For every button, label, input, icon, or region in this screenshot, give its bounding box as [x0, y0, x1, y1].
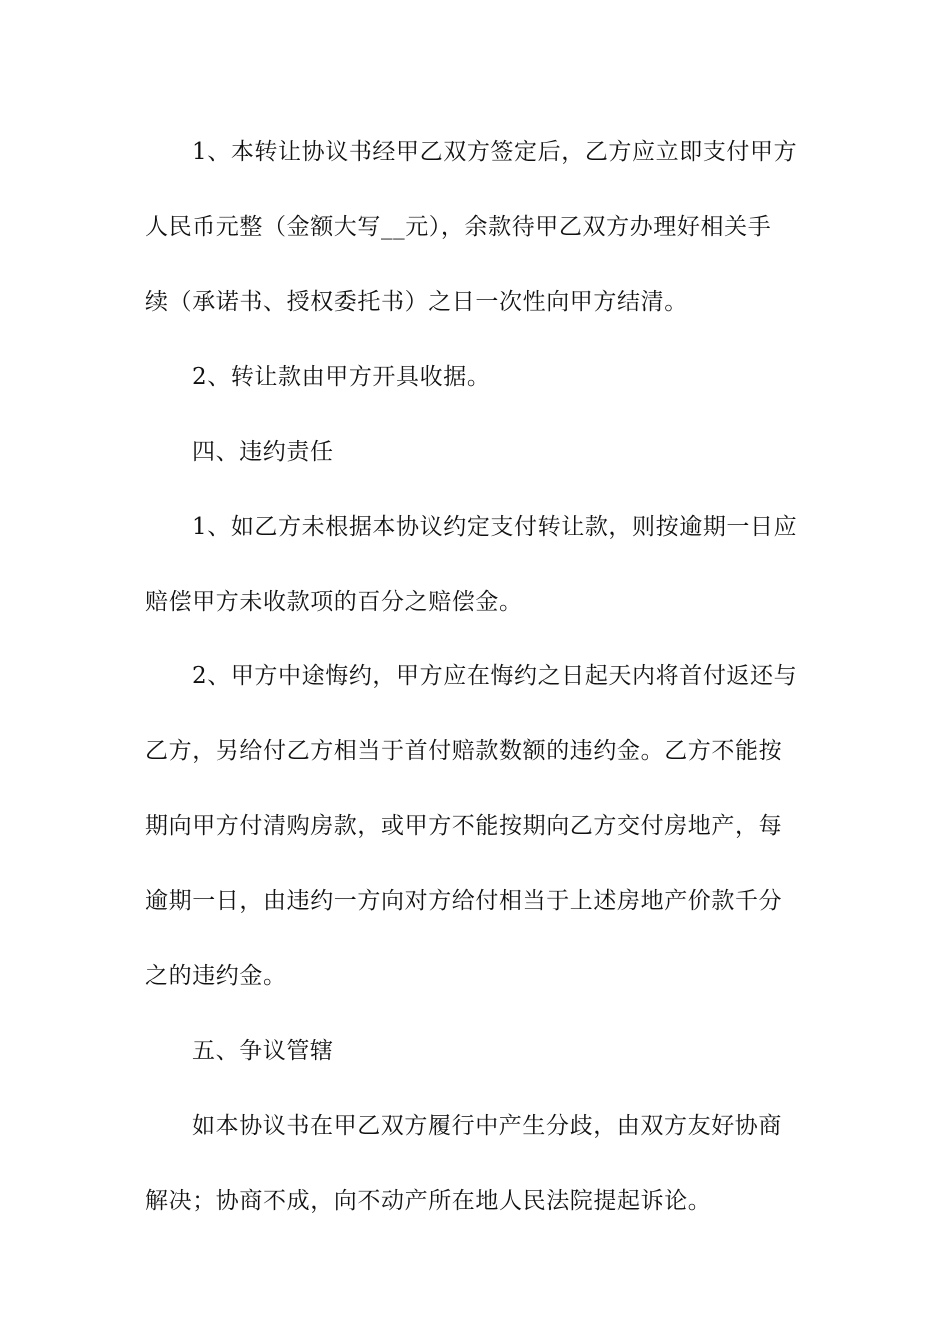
- paragraph-line: 续（承诺书、授权委托书）之日一次性向甲方结清。: [145, 289, 688, 315]
- paragraph-line: 之的违约金。: [145, 963, 287, 989]
- paragraph-line: 期向甲方付清购房款，或甲方不能按期向乙方交付房地产，每: [145, 813, 783, 839]
- paragraph-line: 人民币元整（金额大写__元），余款待甲乙双方办理好相关手: [145, 214, 772, 240]
- paragraph-line: 1、本转让协议书经甲乙双方签定后，乙方应立即支付甲方: [192, 139, 798, 165]
- paragraph-line: 乙方，另给付乙方相当于首付赔款数额的违约金。乙方不能按: [145, 738, 783, 764]
- paragraph-line: 解决；协商不成，向不动产所在地人民法院提起诉论。: [145, 1188, 712, 1214]
- paragraph-line: 2、甲方中途悔约，甲方应在悔约之日起天内将首付返还与: [192, 663, 798, 689]
- paragraph-line: 如本协议书在甲乙双方履行中产生分歧，由双方友好协商: [192, 1113, 782, 1139]
- paragraph-line: 逾期一日，由违约一方向对方给付相当于上述房地产价款千分: [145, 888, 783, 914]
- paragraph-line: 1、如乙方未根据本协议约定支付转让款，则按逾期一日应: [192, 514, 798, 540]
- section-heading: 四、违约责任: [192, 439, 334, 465]
- section-heading: 五、争议管辖: [192, 1038, 334, 1064]
- paragraph-line: 2、转让款由甲方开具收据。: [192, 364, 491, 390]
- paragraph-line: 赔偿甲方未收款项的百分之赔偿金。: [145, 589, 523, 615]
